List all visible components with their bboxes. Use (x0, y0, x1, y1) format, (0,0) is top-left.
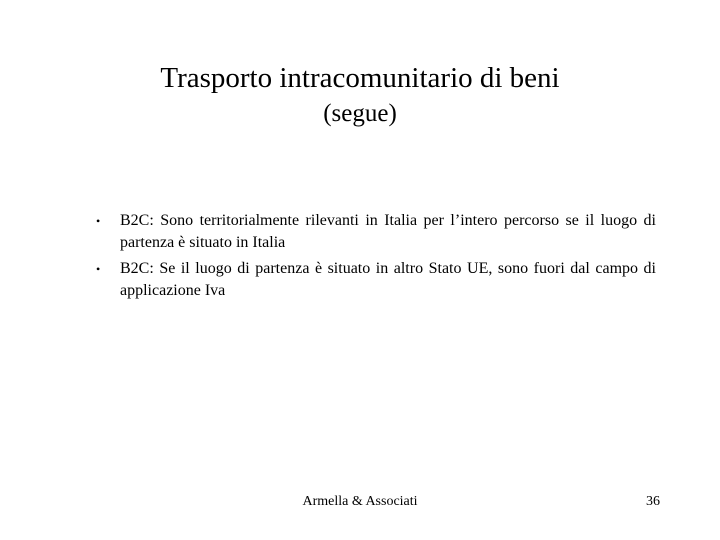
list-item (96, 258, 656, 302)
bullet-icon: • (96, 262, 101, 276)
bullet-icon: • (96, 214, 101, 228)
slide-subtitle: (segue) (323, 100, 397, 127)
bullet-text: B2C: Se il luogo di partenza è situato in altro Stato UE, sono fuori dal campo di applicazione Iva (120, 260, 656, 299)
footer-company: Armella & Associati (302, 494, 418, 509)
slide-title: Trasporto intracomunitario di beni (160, 62, 560, 94)
bullet-text: B2C: Sono territorialmente rilevanti in Italia per l’intero percorso se il luogo di partenza è situato in Italia (120, 212, 656, 251)
bullet-list (96, 210, 656, 306)
page-number: 36 (646, 494, 660, 509)
list-item (96, 210, 656, 254)
